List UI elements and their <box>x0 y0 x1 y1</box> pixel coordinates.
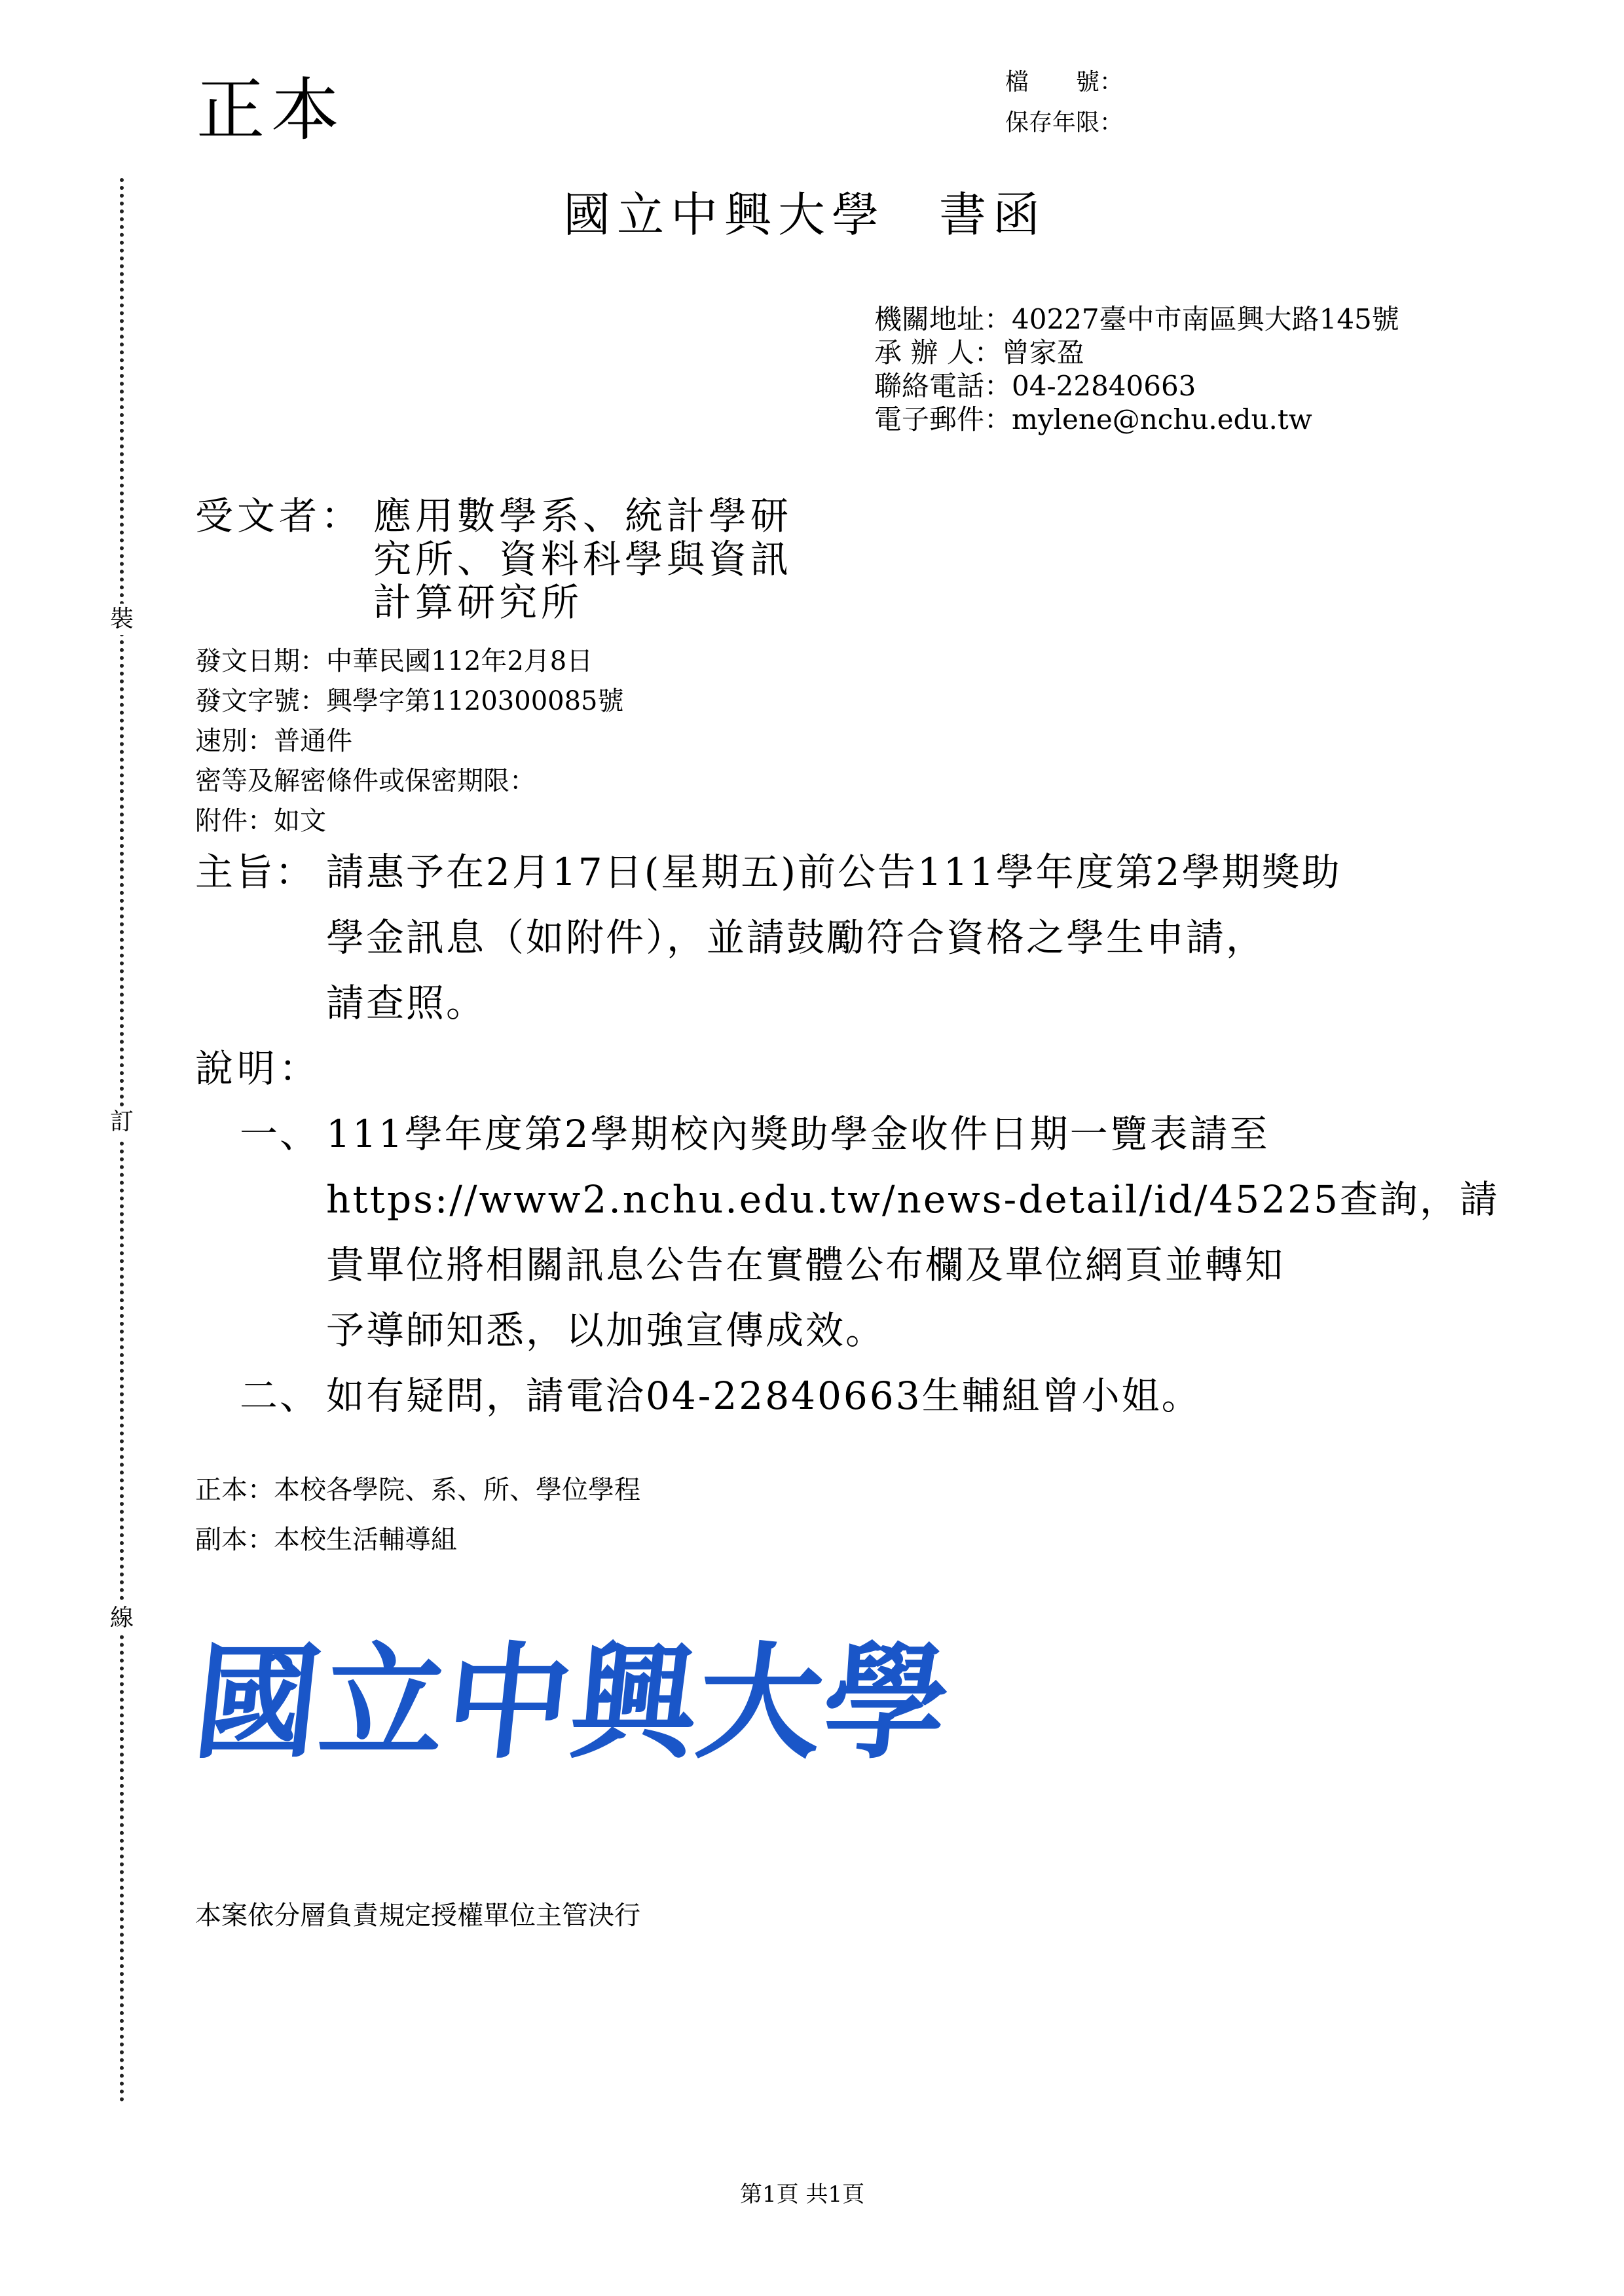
explanation-label: 說明： <box>195 1046 322 1091</box>
item-number: 二、 <box>240 1374 320 1418</box>
authorization-note: 本案依分層負責規定授權單位主管決行 <box>195 1901 640 1931</box>
subject-line: 學金訊息（如附件），並請鼓勵符合資格之學生申請， <box>326 915 1266 960</box>
recipient-label: 受文者： <box>195 494 363 538</box>
binding-mark-zhuang: 裝 <box>109 604 135 635</box>
document-title: 國立中興大學 書函 <box>563 187 1047 242</box>
agency-address: 機關地址：40227臺中市南區興大路145號 <box>874 303 1399 335</box>
original-copy-mark: 正本 <box>196 70 346 150</box>
issue-date: 發文日期：中華民國112年2月8日 <box>195 646 593 676</box>
retention-period-label: 保存年限： <box>1005 109 1124 136</box>
item-line: 予導師知悉，以加強宣傳成效。 <box>326 1308 886 1353</box>
recipient-line: 應用數學系、統計學研 <box>373 494 793 538</box>
recipient-line: 究所、資料科學與資訊 <box>373 537 793 581</box>
subject-line: 請惠予在2月17日(星期五)前公告111學年度第2學期獎助 <box>326 850 1342 894</box>
page-number: 第1頁 共1頁 <box>740 2181 865 2208</box>
case-handler: 承 辦 人：曾家盈 <box>874 337 1084 369</box>
document-meta <box>195 642 624 841</box>
contact-phone: 聯絡電話：04-22840663 <box>874 370 1196 402</box>
item-line: 如有疑問，請電洽04-22840663生輔組曾小姐。 <box>326 1374 1202 1418</box>
binding-line <box>120 178 124 2103</box>
item-line: 貴單位將相關訊息公告在實體公布欄及單位網頁並轉知 <box>326 1243 1285 1287</box>
item-line: 111學年度第2學期校內獎助學金收件日期一覽表請至 <box>326 1112 1270 1156</box>
secrecy-level: 密等及解密條件或保密期限： <box>195 766 536 796</box>
university-seal: 國立中興大學 <box>187 1631 957 1776</box>
contact-email: 電子郵件：mylene@nchu.edu.tw <box>874 403 1312 435</box>
document-number: 發文字號：興學字第1120300085號 <box>195 686 624 716</box>
item-number: 一、 <box>240 1112 320 1156</box>
carbon-copy-recipients: 副本：本校生活輔導組 <box>195 1525 457 1555</box>
recipient-line: 計算研究所 <box>373 580 583 625</box>
distribution-list <box>195 1465 640 1565</box>
binding-mark-ding: 訂 <box>109 1106 135 1138</box>
subject-line: 請查照。 <box>326 981 487 1025</box>
subject-label: 主旨： <box>195 850 316 894</box>
original-recipients: 正本：本校各學院、系、所、學位學程 <box>195 1475 640 1505</box>
delivery-speed: 速別：普通件 <box>195 726 352 756</box>
archive-info <box>1005 62 1123 143</box>
item-line-with-link: https://www2.nchu.edu.tw/news-detail/id/45225查詢，請 <box>326 1177 1500 1222</box>
binding-mark-xian: 線 <box>109 1603 135 1634</box>
archive-number-label: 檔 號： <box>1005 69 1124 96</box>
attachment-info: 附件：如文 <box>195 806 326 836</box>
sender-info <box>874 302 1399 436</box>
